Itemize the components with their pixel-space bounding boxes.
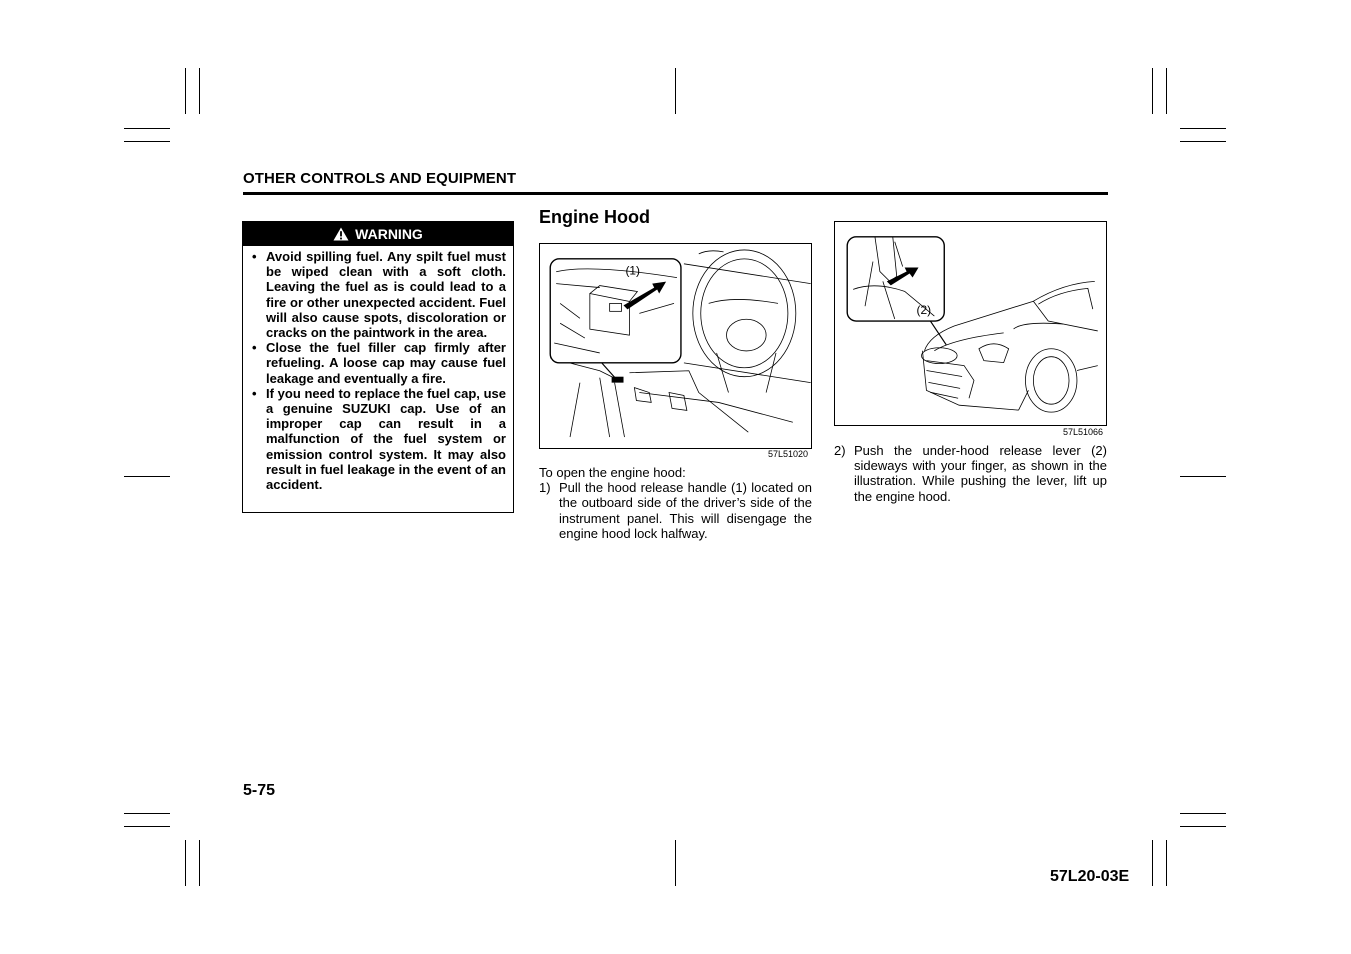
step-text: Pull the hood release handle (1) located on the outboard side of the driver’s side of the instrument panel. This will disengage the engine hood lock halfway.	[559, 480, 812, 541]
document-code: 57L20-03E	[1050, 868, 1130, 885]
page-number: 5-75	[243, 782, 276, 799]
engine-hood-instructions	[539, 465, 812, 541]
step-2	[834, 443, 1107, 504]
engine-hood-heading: Engine Hood	[539, 207, 650, 227]
header-divider	[243, 192, 1108, 195]
warning-item: • Avoid spilling fuel. Any spilt fuel must be wiped clean with a soft cloth. Leaving the fuel as is could lead to a fire or other unexpected accident. Fuel will also cause spots, discoloration or cracks on the paintwork in the area.	[251, 249, 506, 340]
intro-text: To open the engine hood:	[539, 465, 686, 480]
step-number: 1)	[539, 480, 551, 496]
hood-release-handle-illustration	[539, 243, 812, 449]
step-text: Push the under-hood release lever (2) sideways with your finger, as shown in the illustration. While pushing the lever, lift up the engine hood.	[854, 443, 1107, 504]
callout-2: (2)	[916, 303, 932, 318]
warning-list	[243, 246, 513, 492]
warning-item: • If you need to replace the fuel cap, use a genuine SUZUKI cap. Use of an improper cap can result in a malfunction of the fuel system or emission control system. It may also result in fuel leakage in the event of an accident.	[251, 386, 506, 492]
warning-item: • Close the fuel filler cap firmly after refueling. A loose cap may cause fuel leakage and eventually a fire.	[251, 340, 506, 386]
warning-box	[242, 221, 514, 513]
engine-hood-instructions-cont	[834, 443, 1107, 504]
section-header: OTHER CONTROLS AND EQUIPMENT	[243, 170, 517, 187]
step-1	[539, 480, 812, 541]
figure-code: 57L51020	[768, 449, 809, 459]
warning-triangle-icon	[333, 227, 349, 241]
callout-1: (1)	[625, 263, 641, 278]
under-hood-release-lever-illustration	[834, 221, 1107, 426]
warning-header	[243, 222, 513, 246]
step-number: 2)	[834, 443, 846, 458]
warning-label: WARNING	[355, 226, 423, 242]
figure-code: 57L51066	[1063, 427, 1104, 437]
